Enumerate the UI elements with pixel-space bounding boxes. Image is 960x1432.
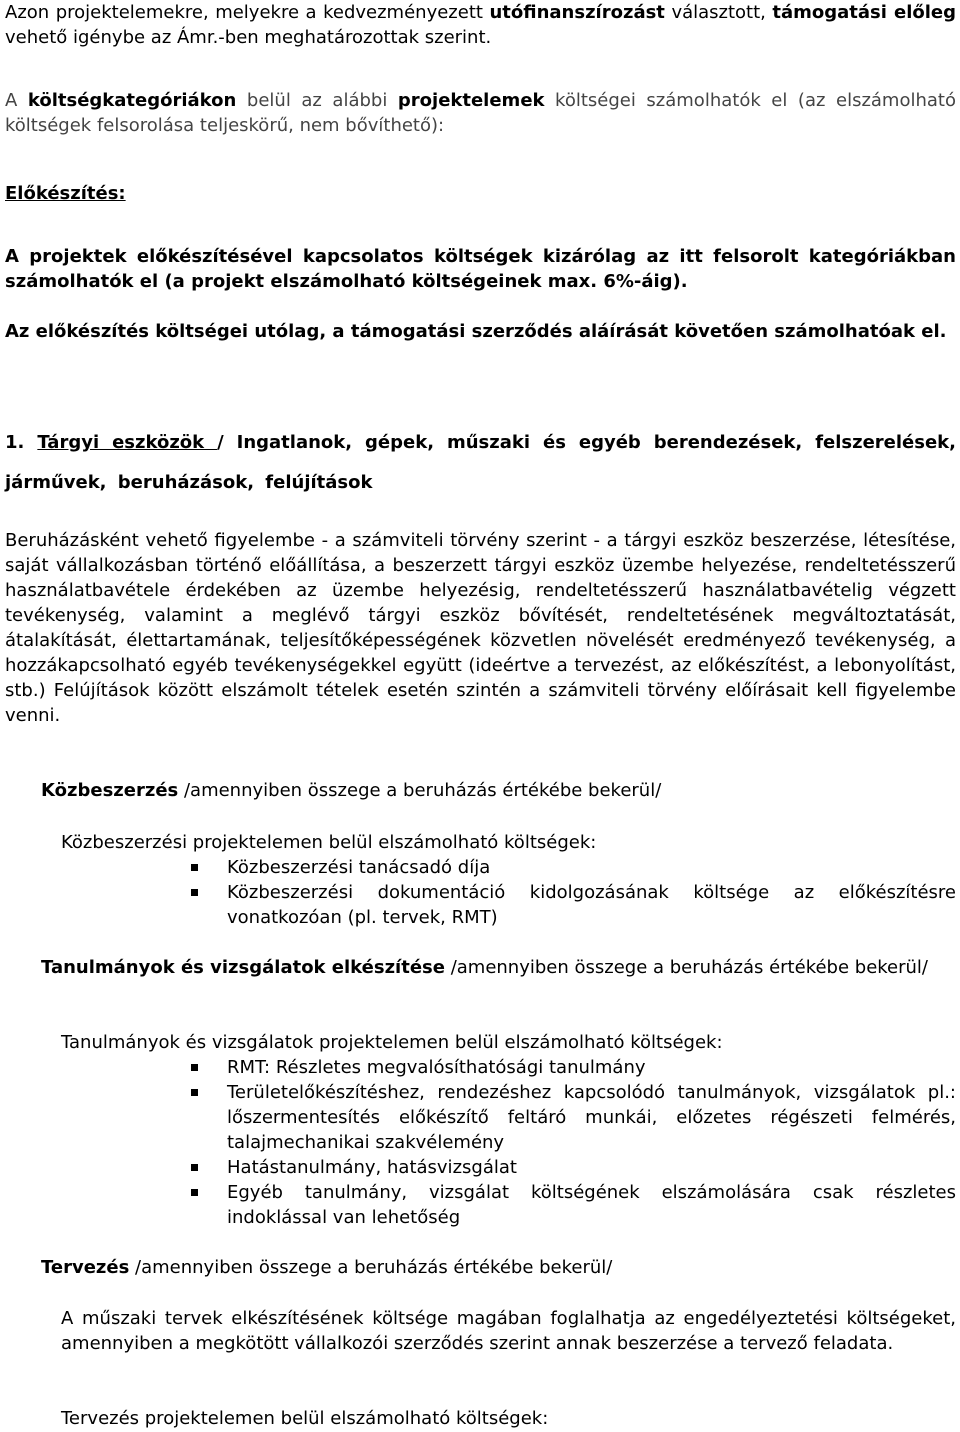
tervezes-intro: Tervezés projektelemen belül elszámolható költségek:	[61, 1408, 549, 1429]
square-bullet	[191, 1164, 198, 1171]
section-1-body: Beruházásként vehető figyelembe - a számviteli törvény szerint - a tárgyi eszköz beszerzése, létesítése, saját vállalkozásban történő előállítása, a beszerzett tárgyi eszköz üzembe helyezése, rendeltetésszerű használatbavétele érdekében az üzembe helyezésig, rendeltetésszerű használatbavételig végzett tevékenység, valamint a meglévő tárgyi eszköz bővítését, rendeltetésének megváltoztatását, átalakítását, élettartamának, teljesítőképességének közvetlen növelését eredményező tevékenység, a hozzákapcsolható egyéb tevékenységekkel együtt (ideértve a tervezést, az előkészítést, a lebonyolítást, stb.) Felújítások között elszámolt tételek esetén szintén a számviteli törvény előírásait kell figyelembe venni.	[5, 530, 956, 726]
bullet-tanulmanyok: Tanulmányok és vizsgálatok elkészítése /amennyiben összege a beruházás értékébe bekerül/	[41, 957, 928, 978]
tervezes-paragraph: A műszaki tervek elkészítésének költsége magában foglalhatja az engedélyeztetési költségeket, amennyiben a megkötött vállalkozói szerződés szerint annak beszerzése a tervező feladata.	[61, 1308, 956, 1354]
intro-paragraph-2: A költségkategóriákon belül az alábbi projektelemek költségei számolhatók el (az elszámolható költségek felsorolása teljeskörű, nem bővíthető):	[5, 90, 956, 136]
elokeszites-heading: Előkészítés:	[5, 183, 126, 204]
projektelemek-term: projektelemek	[397, 90, 545, 111]
kozbeszerzes-item: Közbeszerzési tanácsadó díja	[227, 855, 956, 880]
intro-paragraph-1: Azon projektelemekre, melyekre a kedvezményezett utófinanszírozást választott, támogatási előleg vehető igénybe az Ámr.-ben meghatározottak szerint.	[5, 2, 957, 48]
kozbeszerzes-intro: Közbeszerzési projektelemen belül elszámolható költségek:	[61, 832, 597, 853]
koltsegkategoria-term: költségkategóriákon	[27, 90, 237, 111]
square-bullet	[191, 1064, 198, 1071]
utofinanszirozas-term: utófinanszírozást	[489, 2, 665, 23]
tamogatasi-eloleg-term: támogatási előleg	[772, 2, 957, 23]
elokeszites-paragraph-2: Az előkészítés költségei utólag, a támogatási szerződés aláírását követően számolhatóak el.	[5, 321, 947, 342]
square-bullet	[191, 889, 198, 896]
elokeszites-paragraph-1: A projektek előkészítésével kapcsolatos költségek kizárólag az itt felsorolt kategóriákban számolhatók el (a projekt elszámolható költségeinek max. 6%-áig).	[5, 246, 956, 292]
square-bullet	[191, 864, 198, 871]
tanulmanyok-intro: Tanulmányok és vizsgálatok projektelemen belül elszámolható költségek:	[61, 1032, 723, 1053]
tanulmanyok-item: RMT: Részletes megvalósíthatósági tanulmány	[227, 1055, 956, 1080]
bullet-tervezes: Tervezés /amennyiben összege a beruházás értékébe bekerül/	[41, 1257, 613, 1278]
tanulmanyok-item: Területelőkészítéshez, rendezéshez kapcsolódó tanulmányok, vizsgálatok pl.: lőszermentesítés előkészítő feltáró munkái, előzetes régészeti felmérés, talajmechanikai szakvélemény	[227, 1080, 956, 1155]
kozbeszerzes-item: Közbeszerzési dokumentáció kidolgozásának költsége az előkészítésre vonatkozóan (pl. tervek, RMT)	[227, 880, 956, 930]
section-1-title: 1. Tárgyi eszközök / Ingatlanok, gépek, műszaki és egyéb berendezések, felszerelések, járművek, beruházások, felújítások	[5, 432, 956, 493]
bullet-kozbeszerzes: Közbeszerzés /amennyiben összege a beruházás értékébe bekerül/	[41, 780, 662, 801]
square-bullet	[191, 1089, 198, 1096]
square-bullet	[191, 1189, 198, 1196]
tanulmanyok-item: Hatástanulmány, hatásvizsgálat	[227, 1155, 956, 1180]
tanulmanyok-item: Egyéb tanulmány, vizsgálat költségének elszámolására csak részletes indoklással van lehetőség	[227, 1180, 956, 1230]
